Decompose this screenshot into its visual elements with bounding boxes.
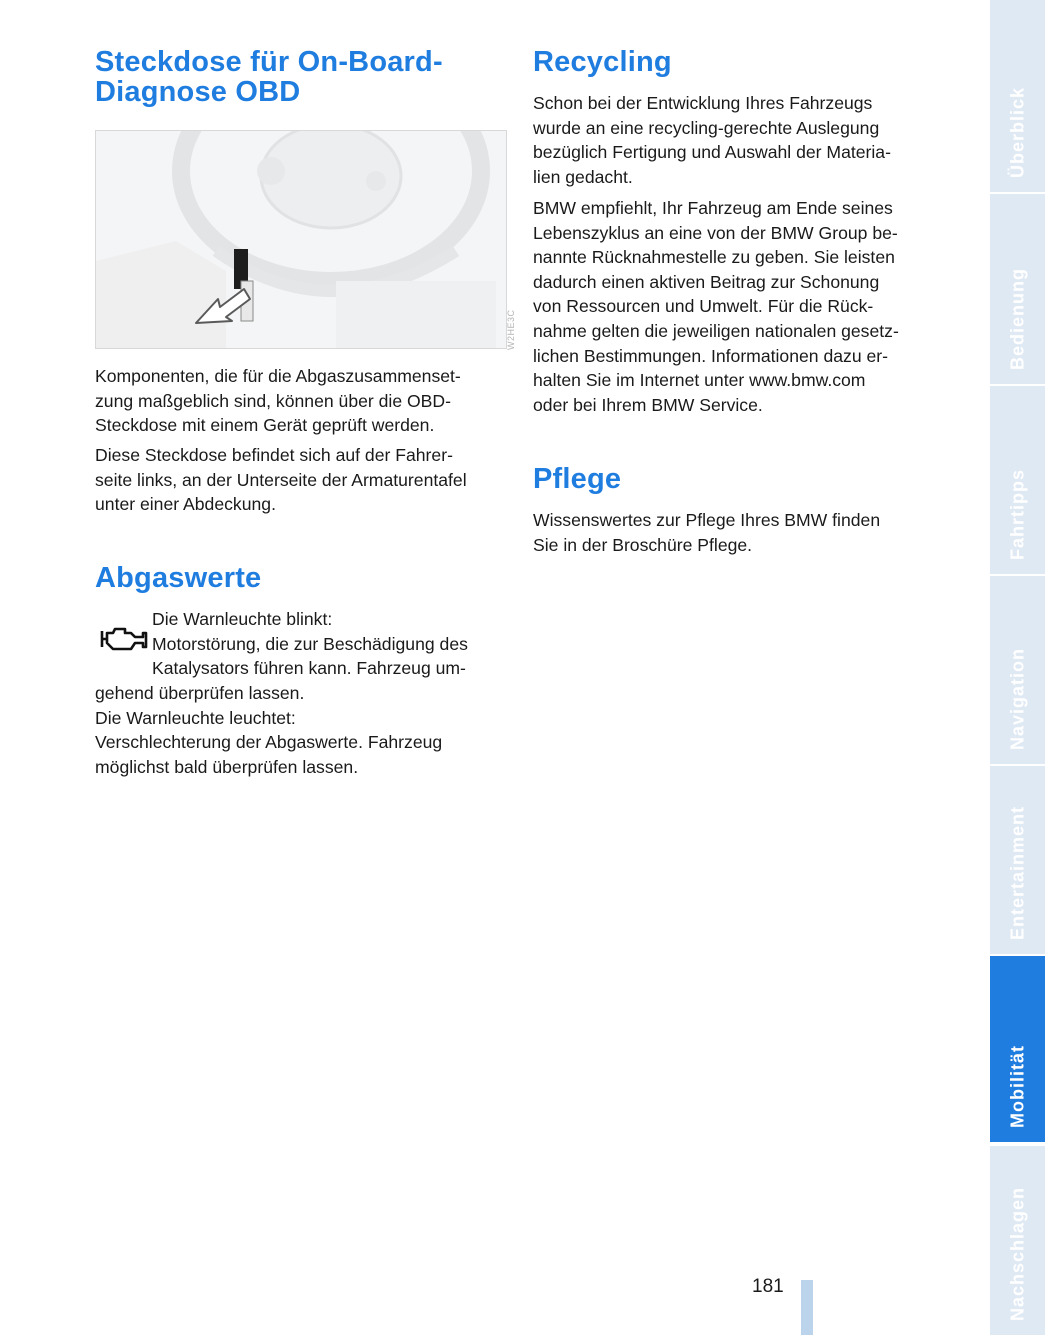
text-line: lien gedacht. [533, 166, 633, 187]
recycling-heading: Recycling [533, 46, 672, 78]
page-number: 181 [752, 1276, 784, 1297]
text-line: nahme gelten die jeweiligen nationalen gesetz- [533, 320, 899, 341]
text-line: möglichst bald überprüfen lassen. [95, 756, 359, 777]
engine-warning-icon [99, 623, 149, 653]
obd-heading-line: Steckdose für On-Board- [95, 46, 443, 78]
tab-navigation[interactable] [990, 576, 1045, 764]
tab-label: Überblick [1007, 86, 1027, 178]
tab-label: Navigation [1007, 647, 1027, 750]
tab-label: Bedienung [1007, 268, 1027, 370]
chapter-tab-bar [990, 0, 1045, 1335]
tab-label: Mobilität [1007, 1045, 1027, 1128]
text-line: oder bei Ihrem BMW Service. [533, 394, 763, 415]
text-line: Steckdose mit einem Gerät geprüft werden. [95, 415, 435, 436]
text-line: Schon bei der Entwicklung Ihres Fahrzeugs [533, 93, 873, 113]
text-line: seite links, an der Unterseite der Armaturentafel [95, 469, 467, 490]
tab-label: Entertainment [1007, 805, 1027, 940]
pflege-paragraph [533, 508, 880, 557]
page-marker-bar [801, 1280, 813, 1335]
text-line: Motorstörung, die zur Beschädigung des [152, 633, 468, 654]
text-line: Verschlechterung der Abgaswerte. Fahrzeug [95, 732, 443, 753]
tab-mobilitaet[interactable] [990, 956, 1045, 1142]
warning-blink-text [152, 607, 468, 681]
tab-label: Nachschlagen [1007, 1186, 1027, 1321]
text-line: wurde an eine recycling-gerechte Auslegung [533, 117, 880, 138]
obd-description [95, 364, 461, 438]
text-line: lichen Bestimmungen. Informationen dazu er- [533, 345, 888, 366]
text-line: Komponenten, die für die Abgaszusammenset- [95, 366, 461, 386]
obd-location [95, 443, 467, 517]
tab-label: Fahrtipps [1007, 468, 1027, 560]
text-line: von Ressourcen und Umwelt. Für die Rück- [533, 296, 874, 317]
text-line: Katalysators führen kann. Fahrzeug um- [152, 658, 466, 679]
obd-socket-figure [95, 130, 507, 349]
tab-fahrtipps[interactable] [990, 386, 1045, 574]
warning-steady-text [95, 681, 442, 779]
obd-heading [95, 47, 443, 107]
text-line: BMW empfiehlt, Ihr Fahrzeug am Ende seines [533, 198, 893, 218]
text-line: gehend überprüfen lassen. [95, 683, 305, 703]
text-line: Die Warnleuchte leuchtet: [95, 707, 296, 728]
tab-entertainment[interactable] [990, 766, 1045, 954]
text-line: halten Sie im Internet unter www.bmw.com [533, 370, 866, 391]
text-line: dadurch einen aktiven Beitrag zur Schonung [533, 271, 880, 292]
text-line: unter einer Abdeckung. [95, 494, 276, 515]
dashboard-illustration [96, 131, 506, 348]
obd-heading-line: Diagnose OBD [95, 76, 301, 108]
text-line: zung maßgeblich sind, können über die OBD- [95, 390, 451, 411]
abgas-heading: Abgaswerte [95, 562, 262, 594]
recycling-paragraph-2 [533, 196, 899, 417]
text-line: Sie in der Broschüre Pflege. [533, 534, 753, 555]
figure-code-text: W2HE3C [506, 309, 516, 350]
recycling-paragraph-1 [533, 91, 891, 189]
text-line: Wissenswertes zur Pflege Ihres BMW finden [533, 510, 881, 530]
text-line: Diese Steckdose befindet sich auf der Fahrer- [95, 445, 453, 465]
text-line: Lebenszyklus an eine von der BMW Group be- [533, 222, 898, 243]
pflege-heading: Pflege [533, 463, 622, 495]
text-line: bezüglich Fertigung und Auswahl der Materia- [533, 142, 891, 163]
text-line: nannte Rücknahmestelle zu geben. Sie leisten [533, 247, 895, 268]
tab-nachschlagen[interactable] [990, 1146, 1045, 1335]
tab-bedienung[interactable] [990, 194, 1045, 384]
figure-code [506, 270, 520, 350]
text-line: Die Warnleuchte blinkt: [152, 609, 333, 629]
tab-ueberblick[interactable] [990, 0, 1045, 192]
